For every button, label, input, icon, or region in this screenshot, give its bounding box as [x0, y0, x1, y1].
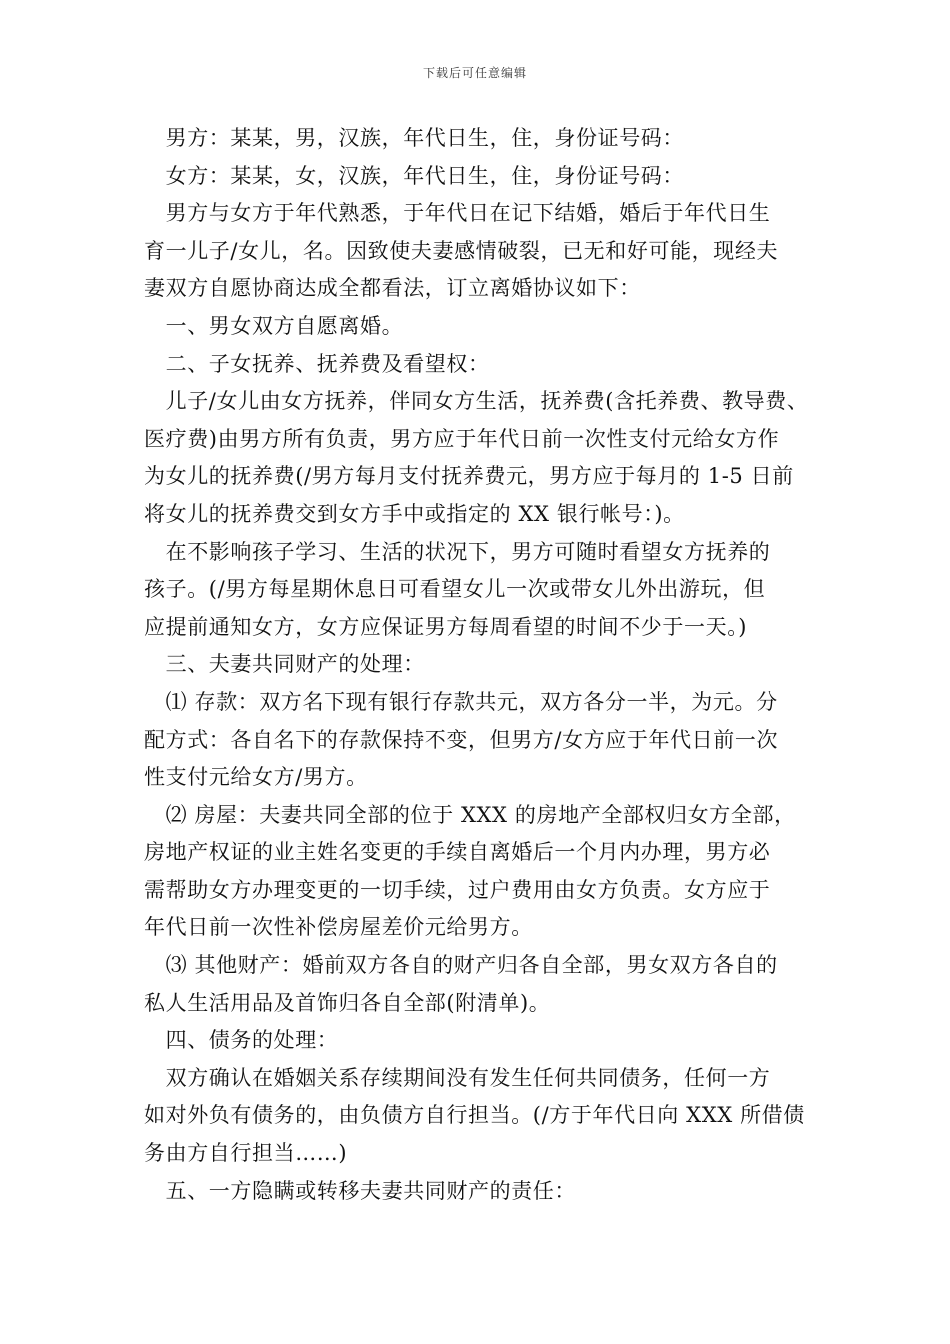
text-line: 年代日前一次性补偿房屋差价元给男方。	[144, 915, 533, 940]
text-line: 性支付元给女方/男方。	[144, 765, 368, 790]
text-line: 二、子女抚养、抚养费及看望权：	[144, 351, 490, 376]
paragraph-female-party	[144, 158, 824, 196]
document-body	[144, 120, 824, 1210]
text-line: 育一儿子/女儿，名。因致使夫妻感情破裂，已无和好可能，现经夫	[144, 238, 779, 263]
text-line: 如对外负有债务的，由负债方自行担当。(/方于年代日向 XXX 所借债	[144, 1103, 805, 1128]
paragraph-preamble	[144, 195, 824, 308]
text-line: ⑴ 存款：双方名下现有银行存款共元，双方各分一半，为元。分	[144, 689, 778, 714]
paragraph-male-party	[144, 120, 824, 158]
text-line: 医疗费)由男方所有负责，男方应于年代日前一次性支付元给女方作	[144, 426, 780, 451]
section-heading-debts	[144, 1022, 824, 1060]
section-heading-divorce	[144, 308, 824, 346]
text-line: 四、债务的处理：	[144, 1028, 339, 1053]
paragraph-custody	[144, 383, 824, 533]
section-heading-property	[144, 646, 824, 684]
text-line: 五、一方隐瞒或转移夫妻共同财产的责任：	[144, 1178, 576, 1203]
text-line: 将女儿的抚养费交到女方手中或指定的 XX 银行帐号：)。	[144, 501, 685, 526]
text-line: 房地产权证的业主姓名变更的手续自离婚后一个月内办理，男方必	[144, 840, 771, 865]
text-line: 男方：某某，男，汉族，年代日生，住，身份证号码：	[144, 126, 684, 150]
text-line: 应提前通知女方，女方应保证男方每周看望的时间不少于一天。)	[144, 614, 748, 639]
text-line: 一、男女双方自愿离婚。	[144, 313, 404, 338]
paragraph-savings	[144, 684, 824, 797]
text-line: ⑶ 其他财产：婚前双方各自的财产归各自全部，男女双方各自的	[144, 953, 778, 978]
text-line: 需帮助女方办理变更的一切手续，过户费用由女方负责。女方应于	[144, 877, 771, 902]
text-line: ⑵ 房屋：夫妻共同全部的位于 XXX 的房地产全部权归女方全部，	[144, 802, 796, 827]
text-line: 在不影响孩子学习、生活的状况下，男方可随时看望女方抚养的	[144, 539, 771, 564]
text-line: 务由方自行担当……)	[144, 1141, 348, 1166]
paragraph-house	[144, 797, 824, 947]
paragraph-debts	[144, 1060, 824, 1173]
page-header-note: 下载后可任意编辑	[422, 66, 527, 80]
text-line: 私人生活用品及首饰归各自全部(附清单)。	[144, 990, 551, 1015]
text-line: 孩子。(/男方每星期休息日可看望女儿一次或带女儿外出游玩，但	[144, 577, 766, 602]
section-heading-concealment	[144, 1173, 824, 1211]
paragraph-visitation	[144, 534, 824, 647]
text-line: 妻双方自愿协商达成全都看法，订立离婚协议如下：	[144, 276, 641, 301]
text-line: 配方式：各自名下的存款保持不变，但男方/女方应于年代日前一次	[144, 727, 779, 752]
paragraph-other-property	[144, 947, 824, 1022]
text-line: 儿子/女儿由女方抚养，伴同女方生活，抚养费(含托养费、教导费、	[144, 389, 809, 414]
text-line: 为女儿的抚养费(/男方每月支付抚养费元，男方应于每月的 1-5 日前	[144, 464, 794, 489]
text-line: 双方确认在婚姻关系存续期间没有发生任何共同债务，任何一方	[144, 1065, 771, 1090]
text-line: 男方与女方于年代熟悉，于年代日在记下结婚，婚后于年代日生	[144, 201, 771, 226]
text-line: 三、夫妻共同财产的处理：	[144, 652, 425, 677]
section-heading-child-support	[144, 346, 824, 384]
text-line: 女方：某某，女，汉族，年代日生，住，身份证号码：	[144, 163, 684, 188]
